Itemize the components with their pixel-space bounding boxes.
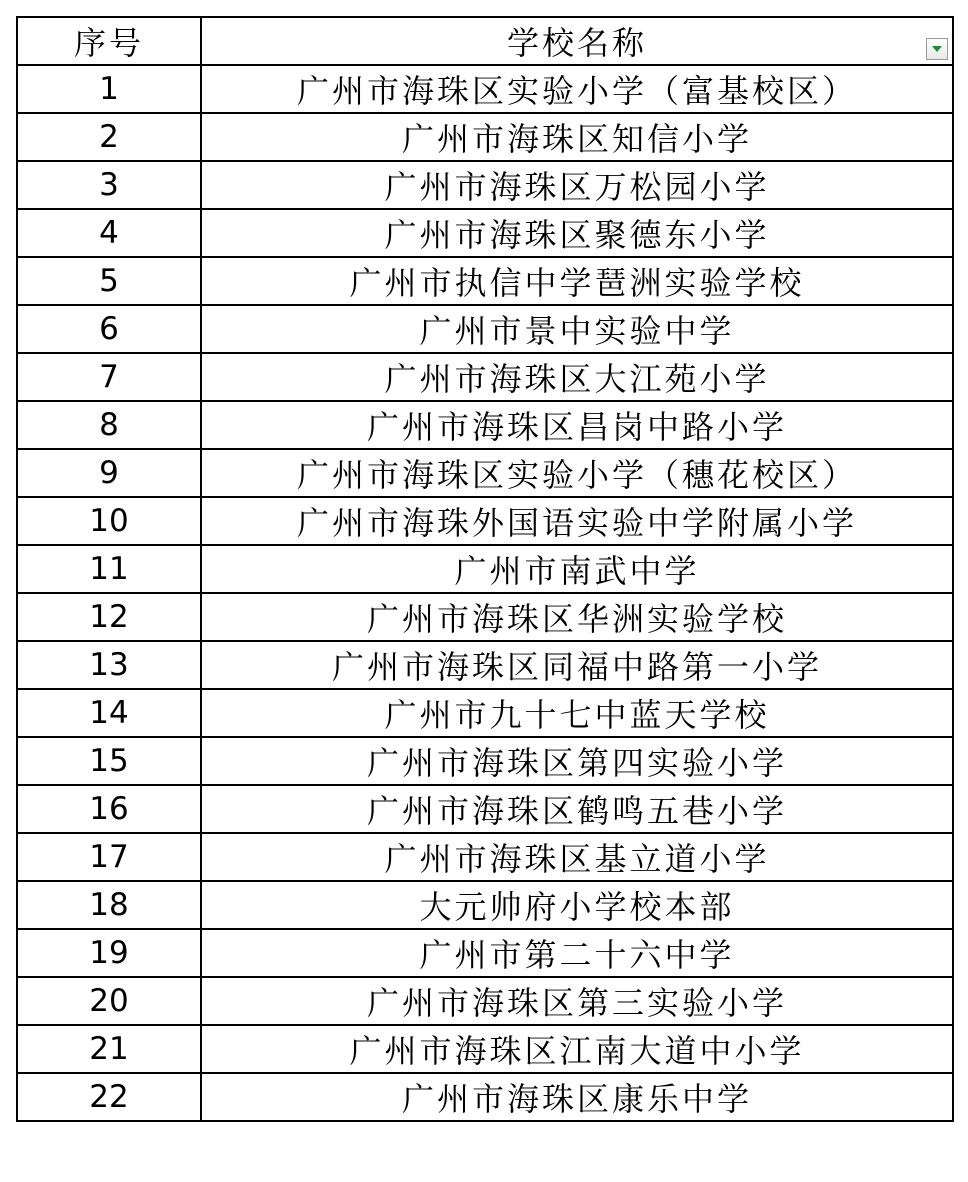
cell-number[interactable]: 20 (17, 977, 201, 1025)
cell-school-name[interactable]: 广州市海珠区实验小学（穗花校区） (201, 449, 953, 497)
cell-school-name[interactable]: 广州市景中实验中学 (201, 305, 953, 353)
cell-number[interactable]: 2 (17, 113, 201, 161)
cell-number[interactable]: 13 (17, 641, 201, 689)
cell-number[interactable]: 16 (17, 785, 201, 833)
cell-number[interactable]: 21 (17, 1025, 201, 1073)
cell-number[interactable]: 5 (17, 257, 201, 305)
cell-number[interactable]: 11 (17, 545, 201, 593)
cell-school-name[interactable]: 广州市海珠区鹤鸣五巷小学 (201, 785, 953, 833)
table-row (17, 689, 953, 737)
cell-school-name[interactable]: 广州市第二十六中学 (201, 929, 953, 977)
column-header-name-label: 学校名称 (506, 24, 647, 62)
cell-number[interactable]: 19 (17, 929, 201, 977)
table-row (17, 1025, 953, 1073)
table-row (17, 785, 953, 833)
dropdown-filter-icon (932, 46, 942, 52)
table-row (17, 401, 953, 449)
cell-number[interactable]: 18 (17, 881, 201, 929)
column-header-number[interactable]: 序号 (17, 17, 201, 65)
table-row (17, 1073, 953, 1121)
cell-number[interactable]: 17 (17, 833, 201, 881)
cell-school-name[interactable]: 广州市海珠区知信小学 (201, 113, 953, 161)
cell-school-name[interactable]: 广州市海珠区聚德东小学 (201, 209, 953, 257)
cell-school-name[interactable]: 广州市海珠区万松园小学 (201, 161, 953, 209)
table-row (17, 161, 953, 209)
cell-school-name[interactable]: 广州市九十七中蓝天学校 (201, 689, 953, 737)
table-row (17, 881, 953, 929)
cell-number[interactable]: 10 (17, 497, 201, 545)
table-row (17, 545, 953, 593)
cell-school-name[interactable]: 广州市海珠区实验小学（富基校区） (201, 65, 953, 113)
cell-number[interactable]: 9 (17, 449, 201, 497)
cell-school-name[interactable]: 广州市海珠区昌岗中路小学 (201, 401, 953, 449)
table-row (17, 641, 953, 689)
table-row (17, 113, 953, 161)
table-row (17, 257, 953, 305)
cell-number[interactable]: 22 (17, 1073, 201, 1121)
cell-number[interactable]: 14 (17, 689, 201, 737)
cell-school-name[interactable]: 广州市海珠区基立道小学 (201, 833, 953, 881)
cell-number[interactable]: 12 (17, 593, 201, 641)
cell-school-name[interactable]: 广州市海珠区江南大道中小学 (201, 1025, 953, 1073)
cell-number[interactable]: 8 (17, 401, 201, 449)
cell-school-name[interactable]: 大元帅府小学校本部 (201, 881, 953, 929)
cell-number[interactable]: 3 (17, 161, 201, 209)
table-row (17, 449, 953, 497)
table-row (17, 593, 953, 641)
table-row (17, 977, 953, 1025)
cell-number[interactable]: 4 (17, 209, 201, 257)
table-row (17, 305, 953, 353)
table-row (17, 833, 953, 881)
cell-number[interactable]: 1 (17, 65, 201, 113)
cell-number[interactable]: 7 (17, 353, 201, 401)
table-row (17, 497, 953, 545)
cell-number[interactable]: 6 (17, 305, 201, 353)
school-table (16, 16, 954, 1122)
cell-school-name[interactable]: 广州市海珠区康乐中学 (201, 1073, 953, 1121)
table-row (17, 737, 953, 785)
cell-school-name[interactable]: 广州市海珠区同福中路第一小学 (201, 641, 953, 689)
column-header-name[interactable] (201, 17, 953, 65)
cell-school-name[interactable]: 广州市执信中学琶洲实验学校 (201, 257, 953, 305)
table-row (17, 353, 953, 401)
table-row (17, 65, 953, 113)
cell-school-name[interactable]: 广州市海珠区第四实验小学 (201, 737, 953, 785)
filter-dropdown-button[interactable] (926, 38, 948, 60)
table-row (17, 209, 953, 257)
table-row (17, 929, 953, 977)
cell-school-name[interactable]: 广州市海珠区华洲实验学校 (201, 593, 953, 641)
cell-number[interactable]: 15 (17, 737, 201, 785)
cell-school-name[interactable]: 广州市海珠区第三实验小学 (201, 977, 953, 1025)
cell-school-name[interactable]: 广州市南武中学 (201, 545, 953, 593)
cell-school-name[interactable]: 广州市海珠外国语实验中学附属小学 (201, 497, 953, 545)
header-row (17, 17, 953, 65)
cell-school-name[interactable]: 广州市海珠区大江苑小学 (201, 353, 953, 401)
